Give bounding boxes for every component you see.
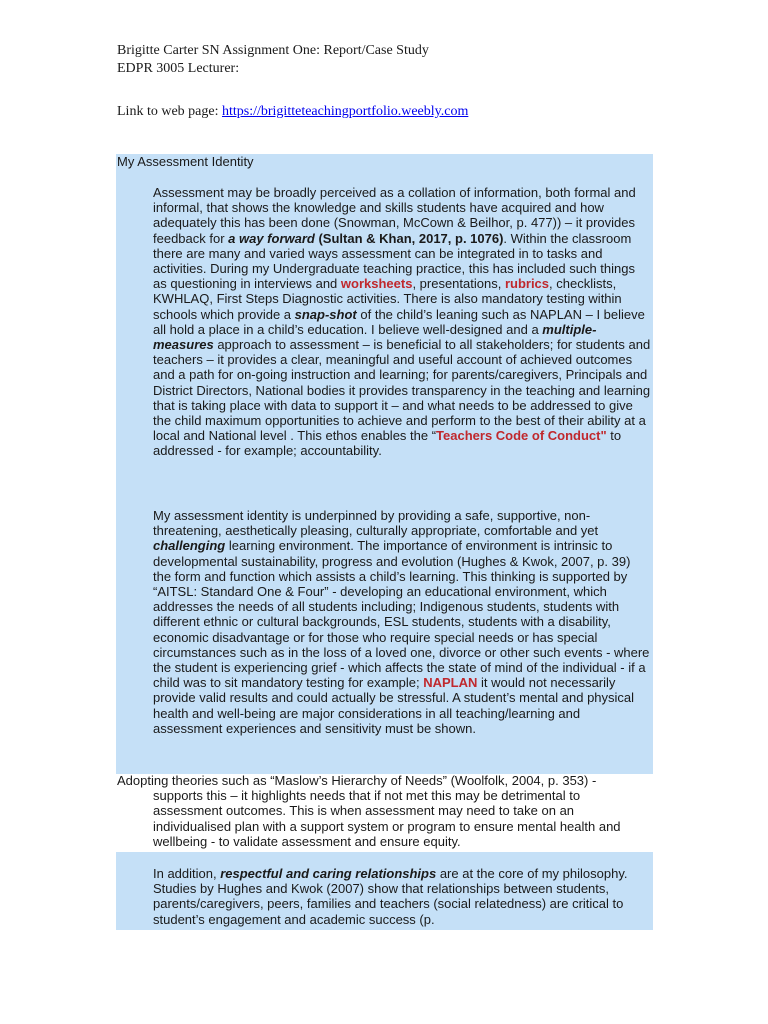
webpage-link-line [117, 103, 468, 121]
document-header [117, 42, 429, 78]
portfolio-link[interactable]: https://brigitteteachingportfolio.weebly.com [221, 104, 469, 119]
emphasis-text: respectful and caring relationships [220, 866, 437, 881]
text-run: , checklists, KWHLAQ, First Steps Diagnostic activities. There is also mandatory testing within schools which provide a [153, 276, 622, 322]
link-label: Link to web page: [117, 104, 222, 119]
section-title: My Assessment Identity [117, 154, 254, 169]
text-run: In addition, [153, 866, 221, 881]
emphasis-text: challenging [153, 538, 226, 554]
emphasis-text: a way forward [228, 230, 315, 246]
highlight-keyword: rubrics [504, 276, 550, 292]
text-run: to addressed - for example; accountability. [153, 428, 622, 459]
paragraph-assessment-identity [153, 508, 651, 736]
text-run: My assessment identity is underpinned by providing a safe, supportive, non-threatening, aesthetically pleasing, culturally appropriate, comfortable and yet [153, 508, 599, 539]
emphasis-text: multiple-measures [153, 321, 597, 353]
text-run: approach to assessment – is beneficial to all stakeholders; for students and teachers – it provides a clear, meaningful and useful account of achieved outcomes and a path for on-going instruction and learning; for parents/caregivers, Principals and District Directors, National bodies it provides transparency in the teaching and learning that is taking place with data to support it – and what needs to be addressed to give the child maximum opportunities to achieve and perform to the best of their ability at a local and National level . This ethos enables the “ [153, 337, 651, 444]
paragraph-first-line: Adopting theories such as “Maslow’s Hierarchy of Needs” (Woolfolk, 2004, p. 353) - [117, 773, 597, 788]
paragraph-assessment-overview [153, 185, 651, 459]
highlight-keyword: worksheets [340, 276, 413, 292]
bold-citation: (Sultan & Khan, 2017, p. 1076) [314, 230, 504, 246]
text-run: , presentations, [412, 276, 505, 292]
header-line-author-assignment: Brigitte Carter SN Assignment One: Report/Case Study [117, 43, 429, 58]
paragraph-relationships [153, 866, 651, 927]
paragraph-maslow [117, 773, 647, 849]
text-run: are at the core of my philosophy. Studies by Hughes and Kwok (2007) show that relationships between students, parents/caregivers, peers, families and teachers (social relatedness) are critical to student’s engagement and academic success (p. [153, 866, 628, 927]
highlight-keyword: Teachers Code of Conduct" [436, 428, 607, 444]
paragraph-continuation: supports this – it highlights needs that if not met this may be detrimental to assessment outcomes. This is when assessment may need to take on an individualised plan with a support system or program to ensure mental health and wellbeing - to validate assessment and ensure equity. [153, 788, 621, 849]
highlight-keyword: NAPLAN [423, 675, 478, 691]
emphasis-text: snap-shot [294, 306, 357, 322]
text-run: Assessment may be broadly perceived as a collation of information, both formal and informal, that shows the knowledge and skills students have acquired and how adequately this has been done (Snowman, McCown & Beilhor, p. 477)) – it provides feedback for [153, 185, 636, 246]
text-run: learning environment. The importance of environment is intrinsic to developmental sustainability, progress and evolution (Hughes & Kwok, 2007, p. 39) the form and function which assists a child’s learning. This thinking is supported by “AITSL: Standard One & Four” - developing an educational environment, which addresses the needs of all students including; Indigenous students, students with different ethnic or cultural backgrounds, ESL students, students with a disability, economic disadvantage or for those who require special needs or has special circumstances such as in the loss of a loved one, divorce or other such events - where the student is experiencing grief - which affects the state of mind of the individual - if a child was to sit mandatory testing for example; [153, 538, 650, 691]
header-line-course-lecturer: EDPR 3005 Lecturer: [117, 61, 240, 76]
text-run: . Within the classroom there are many and varied ways assessment can be integrated in to tasks and activities. During my Undergraduate teaching practice, this has included such things as questioning in interviews and [153, 230, 635, 292]
text-run: of the child’s leaning such as NAPLAN – I believe all hold a place in a child’s education. I believe well-designed and a [153, 306, 645, 337]
text-run: it would not necessarily provide valid results and could actually be stressful. A student’s mental and physical health and well-being are major considerations in all teaching/learning and assessment experiences and sensitivity must be shown. [153, 675, 635, 736]
